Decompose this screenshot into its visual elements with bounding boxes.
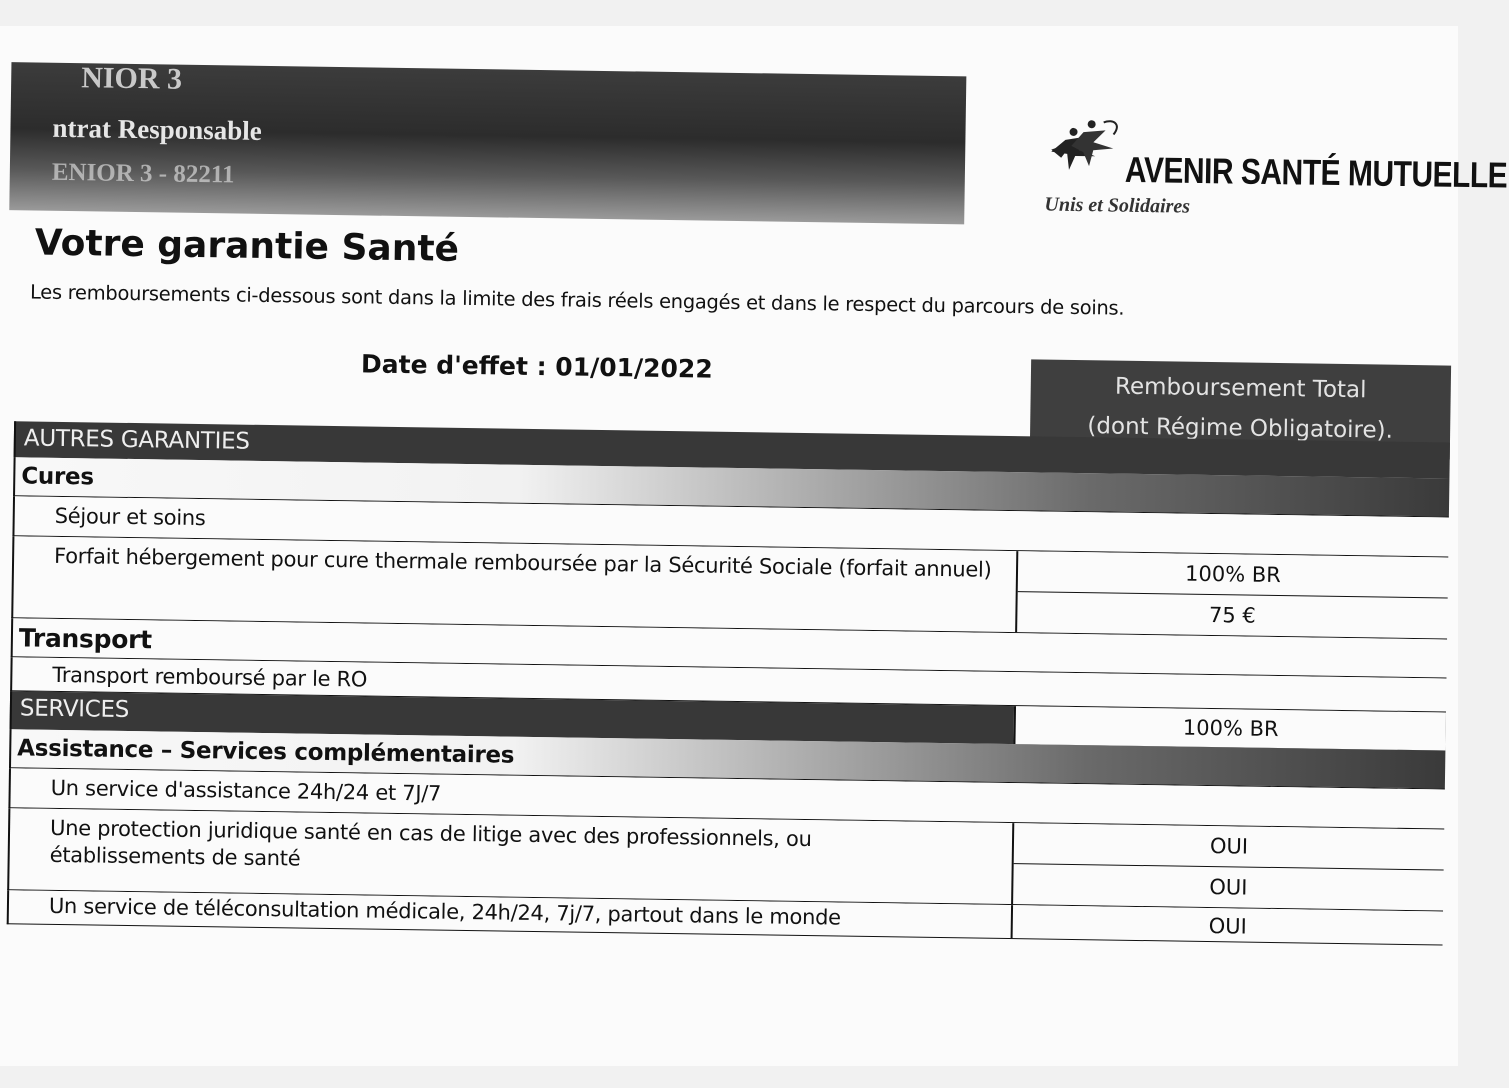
row-label: Un service d'assistance 24h/24 et 7J/7 (50, 775, 442, 806)
category-label: Cures (21, 463, 94, 491)
row-label: Transport remboursé par le RO (52, 662, 368, 692)
company-logo (1042, 111, 1508, 227)
row-label: Une protection juridique santé en cas de litige avec des professionnels, ou établissements de santé (49, 815, 812, 871)
row-label: Un service de téléconsultation médicale, 24h/24, 7j/7, partout dans le monde (48, 893, 841, 930)
banner-product-code: ENIOR 3 - 82211 (51, 158, 235, 189)
company-tagline: Unis et Solidaires (1044, 193, 1191, 218)
page-title: Votre garantie Santé (34, 222, 460, 270)
section-label: SERVICES (19, 695, 130, 723)
row-value-empty (1014, 672, 1446, 711)
row-value: 75 € (1208, 603, 1256, 628)
row-value-empty (1016, 511, 1449, 556)
row-values (1011, 823, 1444, 910)
row-value: OUI (1014, 823, 1445, 870)
row-value-empty (1012, 783, 1445, 828)
row-value: 100% BR (1013, 706, 1446, 750)
document-page (0, 26, 1508, 1066)
row-value: 100% BR (1018, 551, 1449, 598)
row-label: Forfait hébergement pour cure thermale remboursée par la Sécurité Sociale (forfait annuel) (53, 543, 992, 582)
banner-product-name: NIOR 3 (80, 61, 183, 96)
effective-date: Date d'effet : 01/01/2022 (360, 349, 713, 384)
row-label: Séjour et soins (54, 503, 206, 531)
section-label: AUTRES GARANTIES (23, 425, 250, 455)
document-content (0, 26, 1508, 1088)
category-label: Assistance – Services complémentaires (17, 735, 515, 769)
header-banner (9, 62, 966, 224)
category-label: Transport (18, 623, 152, 655)
people-star-logo-icon (1043, 111, 1126, 176)
intro-text: Les remboursements ci-dessous sont dans la limite des frais réels engagés et dans le respect du parcours de soins. (29, 280, 1125, 320)
guarantee-table (7, 421, 1450, 945)
row-value: OUI (1011, 905, 1443, 944)
banner-contract-type: ntrat Responsable (52, 112, 262, 146)
column-header-line2: (dont Régime Obligatoire). (1087, 413, 1394, 444)
row-values (1015, 551, 1448, 638)
row-value: OUI (1209, 875, 1248, 900)
company-name: AVENIR SANTÉ MUTUELLE (1124, 150, 1508, 196)
column-header-line1: Remboursement Total (1114, 373, 1367, 404)
